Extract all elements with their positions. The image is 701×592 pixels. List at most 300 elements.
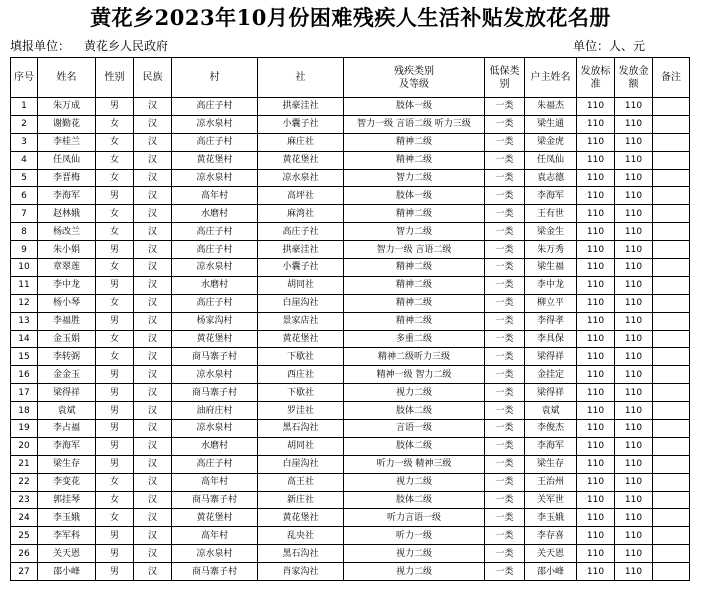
cell-ethnicity: 汉 (134, 98, 172, 116)
cell-name: 李福胜 (38, 312, 96, 330)
cell-seq: 1 (11, 98, 38, 116)
cell-dibao-type: 一类 (485, 491, 525, 509)
cell-name: 金金玉 (38, 366, 96, 384)
cell-dibao-type: 一类 (485, 276, 525, 294)
cell-householder: 李海军 (525, 187, 577, 205)
cell-gender: 男 (96, 384, 134, 402)
col-header-seq: 序号 (11, 58, 38, 98)
cell-ethnicity: 汉 (134, 348, 172, 366)
cell-community: 白崖沟社 (258, 294, 344, 312)
cell-community: 黑石沟社 (258, 420, 344, 438)
unit-value: 人、元 (608, 39, 645, 53)
cell-ethnicity: 汉 (134, 563, 172, 581)
cell-amount: 110 (615, 420, 653, 438)
cell-remarks (653, 509, 690, 527)
cell-name: 袁斌 (38, 402, 96, 420)
cell-community: 小囊子社 (258, 259, 344, 277)
cell-name: 金玉娟 (38, 330, 96, 348)
col-header-gender: 性别 (96, 58, 134, 98)
cell-standard: 110 (577, 420, 615, 438)
cell-community: 麻湾社 (258, 205, 344, 223)
cell-amount: 110 (615, 276, 653, 294)
cell-disability: 智力二级 (344, 223, 485, 241)
table-row (11, 115, 690, 133)
cell-village: 商马寨子村 (172, 348, 258, 366)
cell-village: 水磨村 (172, 437, 258, 455)
cell-village: 凉水泉村 (172, 366, 258, 384)
cell-householder: 朱万秀 (525, 241, 577, 259)
cell-village: 高庄子村 (172, 98, 258, 116)
cell-dibao-type: 一类 (485, 366, 525, 384)
cell-remarks (653, 98, 690, 116)
cell-standard: 110 (577, 169, 615, 187)
cell-name: 章翠莲 (38, 259, 96, 277)
cell-householder: 朱福杰 (525, 98, 577, 116)
cell-ethnicity: 汉 (134, 276, 172, 294)
table-row (11, 509, 690, 527)
cell-gender: 男 (96, 437, 134, 455)
cell-seq: 22 (11, 473, 38, 491)
cell-dibao-type: 一类 (485, 384, 525, 402)
cell-amount: 110 (615, 133, 653, 151)
cell-dibao-type: 一类 (485, 115, 525, 133)
cell-village: 高庄子村 (172, 223, 258, 241)
cell-seq: 4 (11, 151, 38, 169)
cell-amount: 110 (615, 491, 653, 509)
table-row (11, 169, 690, 187)
table-row (11, 384, 690, 402)
cell-ethnicity: 汉 (134, 402, 172, 420)
cell-disability: 精神二级 (344, 312, 485, 330)
cell-householder: 梁得祥 (525, 348, 577, 366)
cell-seq: 11 (11, 276, 38, 294)
cell-village: 高年村 (172, 527, 258, 545)
cell-community: 西庄社 (258, 366, 344, 384)
cell-community: 黑石沟社 (258, 545, 344, 563)
cell-community: 新庄社 (258, 491, 344, 509)
cell-dibao-type: 一类 (485, 545, 525, 563)
cell-standard: 110 (577, 348, 615, 366)
cell-village: 杨家沟村 (172, 312, 258, 330)
cell-village: 高年村 (172, 473, 258, 491)
table-row (11, 491, 690, 509)
cell-standard: 110 (577, 241, 615, 259)
cell-dibao-type: 一类 (485, 437, 525, 455)
cell-dibao-type: 一类 (485, 241, 525, 259)
cell-amount: 110 (615, 455, 653, 473)
cell-disability: 精神一级 智力二级 (344, 366, 485, 384)
cell-amount: 110 (615, 223, 653, 241)
cell-standard: 110 (577, 312, 615, 330)
cell-standard: 110 (577, 294, 615, 312)
cell-standard: 110 (577, 187, 615, 205)
cell-remarks (653, 330, 690, 348)
cell-ethnicity: 汉 (134, 455, 172, 473)
table-row (11, 366, 690, 384)
cell-village: 高庄子村 (172, 294, 258, 312)
col-header-standard: 发放标准 (577, 58, 615, 98)
cell-remarks (653, 205, 690, 223)
col-header-amount: 发放金额 (615, 58, 653, 98)
cell-village: 高年村 (172, 187, 258, 205)
cell-gender: 女 (96, 133, 134, 151)
cell-amount: 110 (615, 169, 653, 187)
unit-label: 单位： (572, 39, 609, 53)
cell-gender: 女 (96, 473, 134, 491)
cell-remarks (653, 115, 690, 133)
table-row (11, 223, 690, 241)
cell-village: 凉水泉村 (172, 545, 258, 563)
cell-name: 任凤仙 (38, 151, 96, 169)
cell-dibao-type: 一类 (485, 402, 525, 420)
cell-amount: 110 (615, 241, 653, 259)
cell-gender: 男 (96, 366, 134, 384)
cell-dibao-type: 一类 (485, 509, 525, 527)
cell-householder: 李存喜 (525, 527, 577, 545)
cell-seq: 27 (11, 563, 38, 581)
cell-householder: 邵小峰 (525, 563, 577, 581)
cell-standard: 110 (577, 98, 615, 116)
table-body (11, 98, 690, 581)
cell-seq: 10 (11, 259, 38, 277)
cell-community: 拱豪洼社 (258, 98, 344, 116)
cell-amount: 110 (615, 402, 653, 420)
cell-village: 凉水泉村 (172, 420, 258, 438)
cell-community: 下歇社 (258, 348, 344, 366)
cell-dibao-type: 一类 (485, 420, 525, 438)
cell-ethnicity: 汉 (134, 205, 172, 223)
cell-disability: 肢体二级 (344, 402, 485, 420)
cell-village: 黄花堡村 (172, 151, 258, 169)
cell-ethnicity: 汉 (134, 241, 172, 259)
cell-village: 商马寨子村 (172, 384, 258, 402)
cell-community: 高坪社 (258, 187, 344, 205)
cell-seq: 12 (11, 294, 38, 312)
unit-info (573, 38, 645, 54)
cell-householder: 李海军 (525, 437, 577, 455)
cell-disability: 精神二级 (344, 151, 485, 169)
cell-community: 胡同社 (258, 437, 344, 455)
cell-disability: 多重二级 (344, 330, 485, 348)
cell-seq: 5 (11, 169, 38, 187)
table-row (11, 455, 690, 473)
cell-disability: 精神二级 (344, 205, 485, 223)
cell-gender: 女 (96, 115, 134, 133)
cell-dibao-type: 一类 (485, 205, 525, 223)
cell-dibao-type: 一类 (485, 527, 525, 545)
cell-remarks (653, 348, 690, 366)
cell-ethnicity: 汉 (134, 473, 172, 491)
cell-standard: 110 (577, 276, 615, 294)
cell-community: 黄花堡社 (258, 509, 344, 527)
cell-disability: 言语一级 (344, 420, 485, 438)
cell-ethnicity: 汉 (134, 312, 172, 330)
cell-dibao-type: 一类 (485, 187, 525, 205)
cell-name: 李海军 (38, 187, 96, 205)
cell-disability: 视力二级 (344, 563, 485, 581)
table-row (11, 527, 690, 545)
cell-householder: 梁生存 (525, 455, 577, 473)
cell-seq: 24 (11, 509, 38, 527)
cell-village: 高庄子村 (172, 455, 258, 473)
cell-gender: 女 (96, 223, 134, 241)
cell-remarks (653, 241, 690, 259)
cell-amount: 110 (615, 294, 653, 312)
cell-seq: 6 (11, 187, 38, 205)
cell-remarks (653, 366, 690, 384)
cell-community: 麻庄社 (258, 133, 344, 151)
cell-dibao-type: 一类 (485, 98, 525, 116)
cell-village: 水磨村 (172, 205, 258, 223)
cell-amount: 110 (615, 187, 653, 205)
filler-unit (10, 38, 168, 54)
cell-seq: 20 (11, 437, 38, 455)
table-row (11, 473, 690, 491)
cell-householder: 李得孝 (525, 312, 577, 330)
cell-village: 高庄子村 (172, 133, 258, 151)
cell-householder: 梁生福 (525, 259, 577, 277)
cell-seq: 26 (11, 545, 38, 563)
table-row (11, 312, 690, 330)
table-row (11, 98, 690, 116)
cell-gender: 女 (96, 294, 134, 312)
cell-amount: 110 (615, 151, 653, 169)
cell-standard: 110 (577, 402, 615, 420)
cell-amount: 110 (615, 527, 653, 545)
cell-gender: 女 (96, 151, 134, 169)
cell-standard: 110 (577, 115, 615, 133)
cell-community: 小囊子社 (258, 115, 344, 133)
cell-ethnicity: 汉 (134, 115, 172, 133)
cell-amount: 110 (615, 384, 653, 402)
cell-gender: 女 (96, 205, 134, 223)
table-row (11, 151, 690, 169)
cell-name: 李桂兰 (38, 133, 96, 151)
table-row (11, 545, 690, 563)
cell-gender: 女 (96, 259, 134, 277)
cell-remarks (653, 491, 690, 509)
cell-name: 李军科 (38, 527, 96, 545)
cell-remarks (653, 312, 690, 330)
cell-disability: 精神二级 (344, 133, 485, 151)
cell-amount: 110 (615, 545, 653, 563)
cell-standard: 110 (577, 563, 615, 581)
cell-village: 黄花堡村 (172, 330, 258, 348)
cell-community: 拱豪洼社 (258, 241, 344, 259)
cell-name: 梁生存 (38, 455, 96, 473)
cell-disability: 肢体一级 (344, 98, 485, 116)
cell-ethnicity: 汉 (134, 509, 172, 527)
cell-village: 油府庄村 (172, 402, 258, 420)
cell-disability: 智力一级 言语二级 (344, 241, 485, 259)
cell-gender: 男 (96, 187, 134, 205)
cell-amount: 110 (615, 563, 653, 581)
cell-name: 杨小琴 (38, 294, 96, 312)
cell-amount: 110 (615, 312, 653, 330)
cell-seq: 14 (11, 330, 38, 348)
table-row (11, 330, 690, 348)
cell-disability: 精神二级 (344, 294, 485, 312)
cell-seq: 17 (11, 384, 38, 402)
cell-remarks (653, 151, 690, 169)
cell-remarks (653, 294, 690, 312)
cell-ethnicity: 汉 (134, 223, 172, 241)
cell-remarks (653, 276, 690, 294)
cell-gender: 男 (96, 98, 134, 116)
cell-village: 凉水泉村 (172, 115, 258, 133)
table-row (11, 563, 690, 581)
cell-dibao-type: 一类 (485, 455, 525, 473)
cell-gender: 女 (96, 509, 134, 527)
cell-gender: 男 (96, 545, 134, 563)
cell-standard: 110 (577, 133, 615, 151)
cell-standard: 110 (577, 527, 615, 545)
cell-amount: 110 (615, 509, 653, 527)
cell-seq: 8 (11, 223, 38, 241)
cell-ethnicity: 汉 (134, 545, 172, 563)
cell-community: 胡同社 (258, 276, 344, 294)
cell-standard: 110 (577, 223, 615, 241)
cell-disability: 肢体二级 (344, 437, 485, 455)
cell-disability: 精神二级 (344, 259, 485, 277)
cell-name: 杨改兰 (38, 223, 96, 241)
cell-householder: 关天恩 (525, 545, 577, 563)
col-header-householder: 户主姓名 (525, 58, 577, 98)
table-row (11, 437, 690, 455)
cell-disability: 视力二级 (344, 384, 485, 402)
cell-ethnicity: 汉 (134, 151, 172, 169)
cell-name: 李转弼 (38, 348, 96, 366)
cell-dibao-type: 一类 (485, 473, 525, 491)
cell-name: 朱小娟 (38, 241, 96, 259)
cell-dibao-type: 一类 (485, 294, 525, 312)
cell-disability: 肢体二级 (344, 491, 485, 509)
cell-ethnicity: 汉 (134, 420, 172, 438)
cell-community: 肖家沟社 (258, 563, 344, 581)
cell-gender: 男 (96, 312, 134, 330)
cell-name: 朱万成 (38, 98, 96, 116)
cell-standard: 110 (577, 491, 615, 509)
table-row (11, 294, 690, 312)
cell-disability: 听力一级 (344, 527, 485, 545)
cell-ethnicity: 汉 (134, 187, 172, 205)
cell-village: 凉水泉村 (172, 169, 258, 187)
cell-gender: 男 (96, 527, 134, 545)
cell-disability: 精神二级 (344, 276, 485, 294)
col-header-community: 社 (258, 58, 344, 98)
cell-name: 李中龙 (38, 276, 96, 294)
table-row (11, 276, 690, 294)
col-header-disability: 残疾类别 及等级 (344, 58, 485, 98)
cell-remarks (653, 455, 690, 473)
cell-disability: 听力一级 精神三级 (344, 455, 485, 473)
cell-householder: 李中龙 (525, 276, 577, 294)
cell-village: 黄花堡村 (172, 509, 258, 527)
cell-community: 高庄子社 (258, 223, 344, 241)
cell-ethnicity: 汉 (134, 169, 172, 187)
cell-dibao-type: 一类 (485, 312, 525, 330)
cell-community: 景家店社 (258, 312, 344, 330)
cell-standard: 110 (577, 509, 615, 527)
cell-disability: 视力二级 (344, 545, 485, 563)
cell-community: 凉水泉社 (258, 169, 344, 187)
cell-standard: 110 (577, 437, 615, 455)
cell-gender: 女 (96, 348, 134, 366)
cell-householder: 梁生通 (525, 115, 577, 133)
cell-remarks (653, 402, 690, 420)
cell-community: 乱央社 (258, 527, 344, 545)
cell-gender: 女 (96, 330, 134, 348)
cell-amount: 110 (615, 115, 653, 133)
cell-gender: 男 (96, 402, 134, 420)
col-header-name: 姓名 (38, 58, 96, 98)
subsidy-roster-table (10, 57, 690, 581)
cell-amount: 110 (615, 348, 653, 366)
cell-householder: 李俊杰 (525, 420, 577, 438)
cell-householder: 梁得祥 (525, 384, 577, 402)
cell-standard: 110 (577, 151, 615, 169)
cell-disability: 听力言语一级 (344, 509, 485, 527)
cell-seq: 3 (11, 133, 38, 151)
cell-village: 凉水泉村 (172, 259, 258, 277)
cell-name: 关天恩 (38, 545, 96, 563)
cell-householder: 金挂定 (525, 366, 577, 384)
table-row (11, 402, 690, 420)
cell-householder: 袁斌 (525, 402, 577, 420)
cell-remarks (653, 527, 690, 545)
cell-seq: 18 (11, 402, 38, 420)
cell-standard: 110 (577, 259, 615, 277)
cell-householder: 梁金生 (525, 223, 577, 241)
cell-amount: 110 (615, 366, 653, 384)
col-header-ethnicity: 民族 (134, 58, 172, 98)
cell-remarks (653, 133, 690, 151)
page-title: 黄花乡2023年10月份困难残疾人生活补贴发放花名册 (90, 5, 611, 30)
filler-value: 黄花乡人民政府 (84, 39, 169, 53)
cell-seq: 19 (11, 420, 38, 438)
cell-standard: 110 (577, 384, 615, 402)
cell-dibao-type: 一类 (485, 348, 525, 366)
cell-name: 李占福 (38, 420, 96, 438)
cell-name: 谢勤花 (38, 115, 96, 133)
cell-ethnicity: 汉 (134, 294, 172, 312)
cell-village: 水磨村 (172, 276, 258, 294)
cell-householder: 王治州 (525, 473, 577, 491)
cell-gender: 女 (96, 491, 134, 509)
cell-amount: 110 (615, 437, 653, 455)
cell-remarks (653, 563, 690, 581)
cell-village: 商马寨子村 (172, 491, 258, 509)
cell-gender: 男 (96, 455, 134, 473)
cell-dibao-type: 一类 (485, 169, 525, 187)
cell-seq: 15 (11, 348, 38, 366)
cell-householder: 王有世 (525, 205, 577, 223)
table-header-row (11, 58, 690, 98)
cell-disability: 智力二级 (344, 169, 485, 187)
cell-householder: 梁金虎 (525, 133, 577, 151)
cell-remarks (653, 223, 690, 241)
cell-ethnicity: 汉 (134, 366, 172, 384)
cell-community: 下歇社 (258, 384, 344, 402)
cell-name: 梁得祥 (38, 384, 96, 402)
cell-remarks (653, 187, 690, 205)
cell-remarks (653, 169, 690, 187)
filler-label: 填报单位： (10, 39, 71, 53)
col-header-remarks: 备注 (653, 58, 690, 98)
cell-seq: 9 (11, 241, 38, 259)
cell-seq: 16 (11, 366, 38, 384)
cell-seq: 7 (11, 205, 38, 223)
